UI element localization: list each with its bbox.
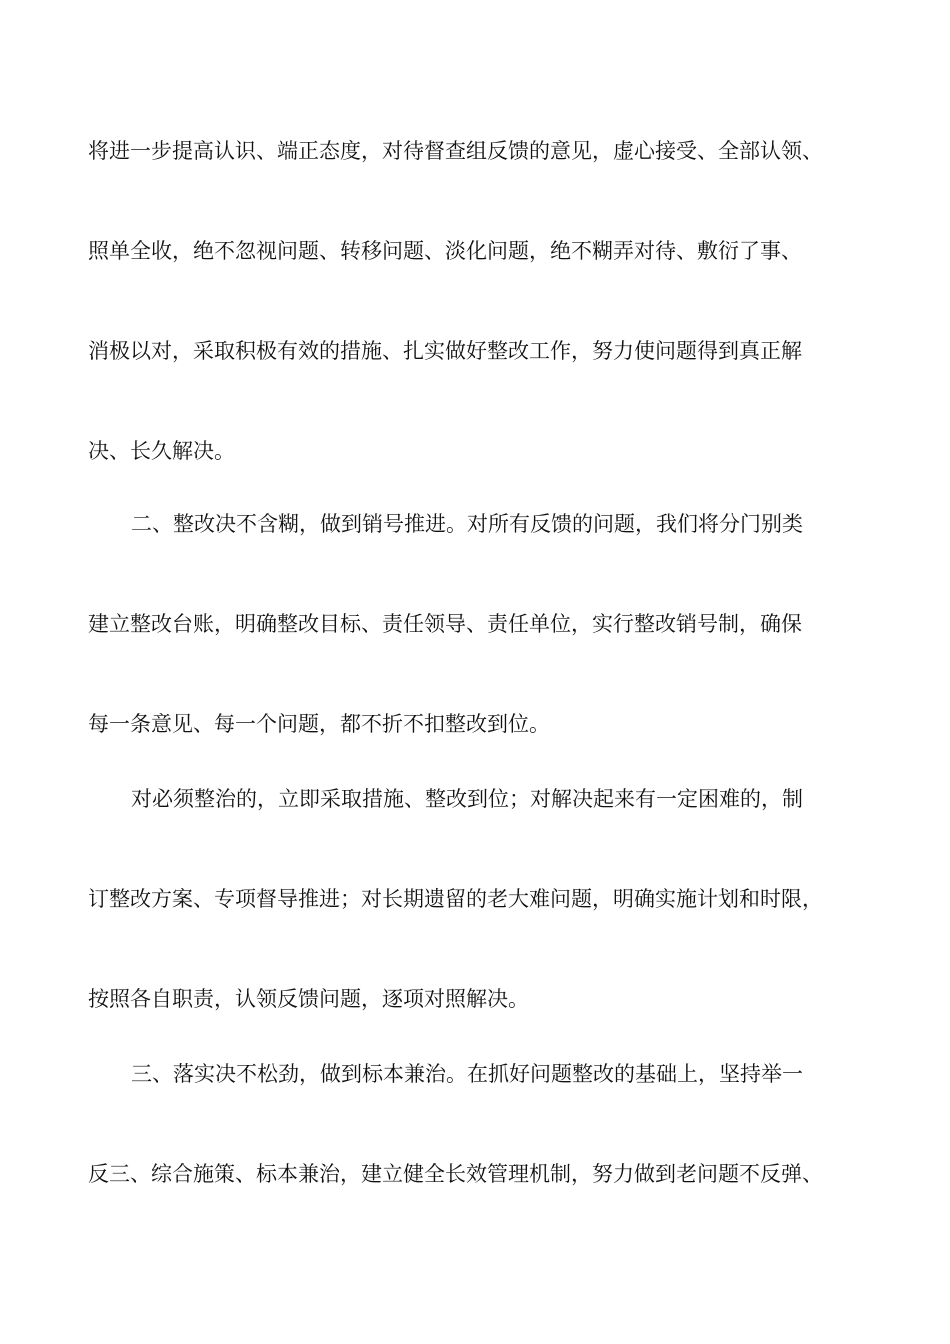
text-line-3: 消极以对，采取积极有效的措施、扎实做好整改工作，努力使问题得到真正解 bbox=[88, 339, 802, 363]
text-line-11: 三、落实决不松劲，做到标本兼治。在抓好问题整改的基础上，坚持举一 bbox=[131, 1062, 803, 1086]
text-line-2: 照单全收，绝不忽视问题、转移问题、淡化问题，绝不糊弄对待、敷衍了事、 bbox=[88, 239, 802, 263]
text-line-9: 订整改方案、专项督导推进；对长期遗留的老大难问题，明确实施计划和时限， bbox=[88, 887, 823, 911]
text-line-10: 按照各自职责，认领反馈问题，逐项对照解决。 bbox=[88, 987, 529, 1011]
text-line-6: 建立整改台账，明确整改目标、责任领导、责任单位，实行整改销号制，确保 bbox=[88, 612, 802, 636]
text-line-1: 将进一步提高认识、端正态度，对待督查组反馈的意见，虚心接受、全部认领、 bbox=[88, 139, 823, 163]
text-line-4: 决、长久解决。 bbox=[88, 439, 235, 463]
text-line-5: 二、整改决不含糊，做到销号推进。对所有反馈的问题，我们将分门别类 bbox=[131, 512, 803, 536]
text-line-12: 反三、综合施策、标本兼治，建立健全长效管理机制，努力做到老问题不反弹、 bbox=[88, 1162, 823, 1186]
text-line-8: 对必须整治的，立即采取措施、整改到位；对解决起来有一定困难的，制 bbox=[131, 787, 803, 811]
text-line-7: 每一条意见、每一个问题，都不折不扣整改到位。 bbox=[88, 712, 550, 736]
